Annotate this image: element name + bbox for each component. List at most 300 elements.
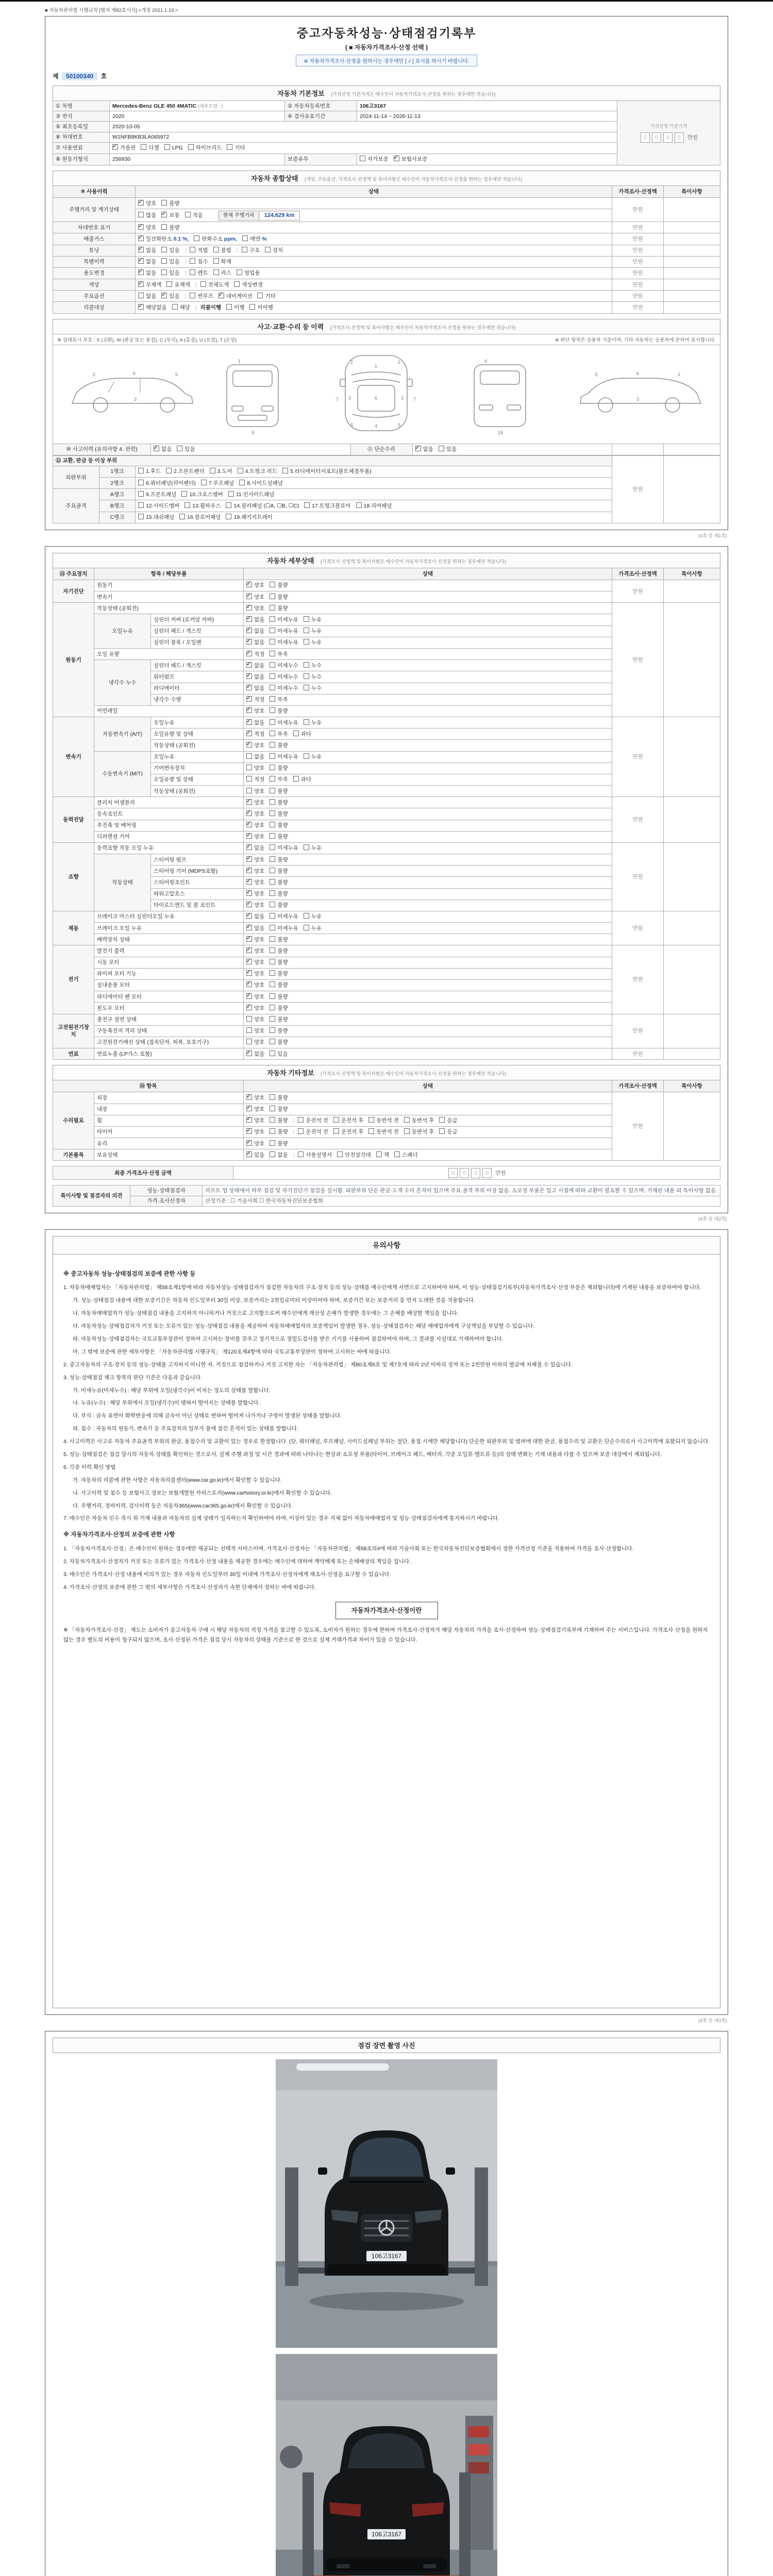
checkbox (304, 628, 309, 633)
price-digit: 0 (448, 1168, 458, 1178)
option: ✓ 양호 (138, 224, 156, 231)
option: ✓ 없음 (246, 639, 264, 646)
price-estimate-cell: 만원 (612, 256, 664, 267)
option: ✓ 가솔린 (112, 144, 136, 151)
option: ✓ 적정 (246, 696, 264, 703)
item-label: 라디에이터 (151, 683, 244, 694)
inspection-period-cell (357, 111, 617, 122)
etc-item-label: 타이어 (94, 1126, 244, 1138)
checkbox (190, 247, 195, 252)
option: 있음 (161, 269, 179, 277)
checkbox (246, 628, 252, 633)
option: 불량 (270, 1027, 288, 1035)
price-estimate-cell: 만원 (612, 1048, 664, 1060)
option: 불법 (213, 247, 231, 254)
option: 불량 (270, 742, 288, 749)
checkbox (270, 810, 275, 816)
status-cell (244, 637, 612, 648)
part-option: 15.대쉬패널 (138, 514, 174, 521)
checkbox (246, 765, 252, 770)
option: 불량 (270, 765, 288, 772)
photo-front-svg (276, 2059, 497, 2348)
price-definition-wrap (63, 1602, 710, 1620)
checkbox (246, 605, 252, 611)
checkbox (257, 293, 263, 298)
status-cell (244, 762, 612, 774)
part-option: 5.라디에이터서포트(볼트체결부품) (282, 468, 372, 475)
status-cell (244, 1025, 612, 1037)
checkbox (394, 1151, 400, 1157)
checkbox (246, 1128, 252, 1134)
price-estimate-cell: 만원 (612, 302, 664, 313)
checkbox (246, 1094, 252, 1100)
option: 운전석 후 (333, 1128, 364, 1136)
option: 운전석 후 (333, 1117, 364, 1124)
checkbox (242, 235, 248, 241)
etc-group-label: 수리필요 (53, 1092, 94, 1149)
part-option: 6.쿼터패널(리어펜더) (138, 480, 196, 487)
option: 불량 (270, 810, 288, 818)
row-label: 배출가스 (53, 233, 136, 245)
option: ✓ 보통 (161, 212, 179, 219)
option: 기타 (257, 293, 275, 300)
checkbox (242, 247, 247, 252)
option: 적법 (190, 247, 208, 254)
item-label: 워터펌프 (151, 671, 244, 683)
checkbox (234, 281, 240, 287)
doc-no-value: 50100340 (62, 72, 97, 80)
option: 안전삼각대 (337, 1151, 371, 1159)
part-option: 3.도어 (210, 468, 232, 475)
status-cell (244, 888, 612, 900)
price-estimate-cell: 만원 (612, 233, 664, 245)
section-overall-condition (53, 171, 720, 314)
checkbox (246, 707, 252, 713)
notice-paragraph: 다. 주행거리, 정비이력, 검사이력 등은 자동차365(www.car365.go.kr)에서 확인할 수 있습니다. (73, 1502, 293, 1509)
doc-no-suffix: 호 (100, 73, 107, 80)
divider: | (293, 1117, 295, 1124)
checkbox (161, 200, 167, 206)
checkbox (333, 1117, 339, 1123)
notice-paragraph: 2. 중고자동차의 구조·장치 등의 성능·상태를 고지하지 아니한 자, 거짓으로 점검하거나 거짓 고지한 자는 「자동차관리법」 제80조제6호 및 제7호에 따라 2년 이하의 징역 또는 2천만원 이하의 벌금에 처해질 수 있습니다. (63, 1361, 573, 1368)
option: 누수 (304, 685, 322, 692)
checkbox (270, 879, 275, 885)
option: ✓ 없음 (138, 258, 156, 265)
item-label: 발전기 출력 (94, 945, 244, 957)
status-cell (244, 1138, 612, 1149)
section-etc-info (53, 1065, 720, 1161)
svg-text:7: 7 (336, 396, 339, 402)
checkbox (270, 856, 275, 862)
device-group-label: 동력전달 (53, 797, 94, 843)
item-label: 스티어링조인트 (151, 877, 244, 888)
checkbox (166, 468, 172, 473)
checkbox (138, 480, 144, 485)
svg-text:4: 4 (375, 423, 378, 429)
option: 양호 (246, 1027, 264, 1035)
notice-paragraph: 2. 자동차가격조사·산정자가 거짓 또는 오류가 있는 가격조사·산정 내용을 제공한 경우에는 매수인에 대하여 계약해제 또는 손해배상의 책임을 집니다. (63, 1558, 411, 1565)
checkbox (246, 890, 252, 896)
header-notice-wrap (53, 55, 720, 66)
option: 잭 (376, 1151, 389, 1159)
notice-paragraph: 가. 미세누유(미세누수) : 해당 부위에 오일(냉각수)이 비치는 정도의 상태를 말합니다. (73, 1387, 271, 1394)
checkbox (246, 936, 252, 942)
divider: | (184, 259, 187, 265)
option: 누유 (304, 925, 322, 932)
item-label: 오일누유 (151, 717, 244, 728)
option: 부족 (270, 696, 288, 703)
price-estimate-cell: 만원 (612, 580, 664, 602)
part-option: 11.인사이드패널 (228, 491, 275, 498)
item-label: 커먼레일 (94, 705, 244, 717)
status-cell (244, 945, 612, 957)
divider: | (184, 247, 187, 254)
notice-paragraph: 마. 그 밖에 보증에 관한 세부사항은 「자동차관리법 시행규칙」 제120조제4항에 따라 국토교통부장관이 정하여 고시하는 바에 따릅니다. (73, 1348, 392, 1355)
notices-title: 유의사항 (53, 1236, 720, 1255)
status-cell (244, 808, 612, 820)
checkbox (270, 1094, 275, 1100)
year-label: ③ 연식 (53, 111, 110, 122)
etc-item-label: 내장 (94, 1104, 244, 1115)
checkbox (304, 616, 309, 622)
svg-text:2: 2 (350, 359, 354, 365)
notice-paragraph: 3. 매수인은 가격조사·산정 내용에 이의가 있는 경우 자동차 인도일부터 30일 이내에 가격조사·산정자에게 재조사·산정을 요구할 수 있습니다. (63, 1571, 391, 1578)
device-subgroup-label: 수동변속기 (M/T) (94, 751, 151, 797)
checkbox (138, 281, 144, 287)
option: 구조 (242, 247, 260, 254)
option: 불량 (270, 1140, 288, 1147)
checkbox (270, 1128, 275, 1134)
checkbox (270, 673, 275, 679)
opinion-label: 특이사항 및 점검자의 의견 (53, 1185, 130, 1206)
row-label: 색상 (53, 279, 136, 291)
option: ✓ 양호 (246, 1005, 264, 1012)
part-option: 9.프론트패널 (138, 491, 176, 498)
page-marker: (4쪽 중 제1쪽) (698, 533, 727, 538)
checkbox (161, 258, 167, 264)
car-name-value: Mercedes-Benz GLE 450 4MATIC (112, 103, 197, 109)
status-cell (136, 245, 612, 256)
status-cell (244, 957, 612, 968)
option: 응급 (439, 1117, 457, 1124)
checkbox (270, 913, 275, 919)
price-estimate-cell: 만원 (612, 198, 664, 222)
svg-text:5: 5 (595, 371, 598, 377)
remark-cell (664, 1048, 720, 1060)
svg-text:9: 9 (251, 430, 255, 435)
state-code-legend: ※ 상태표시 부호 : X (교환), W (판금 또는 용접), C (부식), A (흠집), U (요철), T (손상) (57, 337, 237, 343)
checkbox (304, 844, 309, 850)
overall-condition-note: (색상, 주요옵션, 가격조사·산정액 및 특이사항은 매수인이 자동차가격조사·산정을 원하는 경우에만 적습니다) (304, 177, 523, 182)
option: 사용설명서 (298, 1151, 332, 1159)
option: 유채색 (166, 281, 190, 289)
status-cell (244, 1003, 612, 1014)
checkbox (246, 582, 252, 587)
item-label: 원동기 (94, 580, 244, 591)
checkbox (161, 293, 167, 298)
option: ✓ 양호 (246, 890, 264, 897)
option: ✓ 일산화탄소 0.1 %, (138, 235, 189, 243)
notice-paragraph: 가. 자동차의 리콜에 관한 사항은 자동차리콜센터(www.car.go.kr)에서 확인할 수 있습니다. (73, 1477, 282, 1483)
inspection-photo-rear (276, 2354, 497, 2576)
option-value: % (260, 235, 267, 242)
price-header: 가격조사·산정액 (612, 568, 664, 580)
parts-cell (136, 478, 612, 489)
option: 장치 (265, 247, 283, 254)
status-cell (244, 1037, 612, 1048)
option: ✓ 양호 (246, 594, 264, 601)
remark-cell (664, 444, 720, 455)
item-label: 브레이크 오일 누유 (94, 923, 244, 934)
status-header: 상태 (244, 568, 612, 580)
option: ✓ 없음 (246, 673, 264, 681)
part-option: 2.프론트펜더 (166, 468, 204, 475)
warranty-label: 보증유무 (285, 154, 357, 165)
option: 양호 (246, 788, 264, 795)
option: 양호 (246, 1016, 264, 1023)
option: LPG (164, 144, 183, 151)
option: ✓ 양호 (246, 868, 264, 875)
item-label: 연료누출 (LP가스 포함) (94, 1048, 244, 1060)
part-option: 13.휠하우스 (184, 502, 221, 510)
year-cell (110, 111, 285, 122)
device-subgroup-label: 냉각수 누수 (94, 660, 151, 706)
status-cell (244, 797, 612, 808)
checkbox (246, 822, 252, 827)
status-cell (136, 233, 612, 245)
remark-cell (664, 302, 720, 313)
row-label: 차대번호 표기 (53, 222, 136, 233)
etc-group-label: 기본품목 (53, 1149, 94, 1161)
divider: | (195, 304, 197, 311)
base-price-digits (620, 132, 717, 143)
option: 화재 (213, 258, 231, 265)
option: ✓ 양호 (246, 981, 264, 989)
checkbox (138, 304, 144, 310)
checkbox (270, 685, 275, 690)
checkbox (112, 144, 118, 150)
status-cell (136, 279, 612, 291)
status-cell (244, 923, 612, 934)
svg-text:6: 6 (375, 395, 378, 401)
part-option: 12.사이드멤버 (138, 502, 179, 510)
option: 불량 (270, 902, 288, 909)
section-final-price (53, 1166, 720, 1180)
price-estimate-cell: 만원 (612, 455, 664, 523)
option: ✓ 해당없음 (138, 304, 167, 311)
etc-info-header (53, 1065, 720, 1080)
checkbox (270, 662, 275, 668)
checkbox (246, 833, 252, 839)
checkbox (194, 235, 199, 241)
device-row (53, 1014, 720, 1025)
overall-condition-title: 자동차 종합상태 (250, 175, 298, 183)
option: 미세누수 (270, 673, 298, 681)
accident-history-options (151, 444, 351, 455)
parts-cell (136, 512, 612, 523)
checkbox (246, 970, 252, 976)
item-label: 스티어링 기어 (MDPS포함) (151, 866, 244, 877)
checkbox (138, 468, 144, 473)
option: 누수 (304, 662, 322, 669)
svg-text:6: 6 (636, 370, 640, 376)
remark-cell (664, 717, 720, 797)
car-diagram-svg (57, 349, 716, 437)
page-marker: (4쪽 중 제3쪽) (698, 2018, 727, 2023)
checkbox (304, 502, 310, 508)
checkbox (213, 247, 219, 252)
status-cell (244, 979, 612, 991)
reg-no-value: 106고3167 (360, 103, 386, 109)
inspector-comment: 리프트 업 상태에서 하부 점검 및 자기진단기 점검을 실시함. 외판부위 단순 판금·도색 수리 흔적이 있으며 주요 골격 부위 이상 없음. 소모성 부품은 입고 시점에 따라 교환이 필요할 수 있으며, 기재된 내용 외 특이사항 없음. (203, 1185, 720, 1196)
fuel-options-cell (110, 142, 617, 154)
option: 썬루프 (190, 293, 213, 300)
etc-row (53, 1092, 720, 1104)
checkbox (246, 788, 252, 793)
device-header: ⑬ 주요장치 (53, 568, 94, 580)
section-detailed-condition (53, 553, 720, 1060)
item-label: 구동축전지 격리 상태 (94, 1025, 244, 1037)
checkbox (270, 890, 275, 896)
option: 누유 (304, 913, 322, 920)
checkbox (138, 502, 144, 508)
table-row (53, 1166, 720, 1180)
option: 자가보증 (360, 156, 389, 163)
item-label: 오일 유량 (94, 649, 244, 660)
option: 있음 (270, 1050, 288, 1058)
current-mileage-label: 현재 주행거리 (219, 212, 259, 220)
checkbox (246, 753, 252, 759)
etc-item-label: 휠 (94, 1115, 244, 1126)
option: 불량 (270, 970, 288, 977)
remark-cell (664, 222, 720, 233)
option: ✓ 없음 (246, 616, 264, 623)
page-subtitle: ( ■ 자동차가격조사·산정 선택 ) (345, 44, 428, 51)
option: 누유 (304, 639, 322, 646)
price-estimate-cell (612, 444, 664, 455)
option: 동반석 후 (404, 1128, 434, 1136)
price-estimate-cell: 만원 (612, 222, 664, 233)
option: 리스 (213, 269, 231, 277)
checkbox (246, 856, 252, 862)
checkbox (246, 1117, 252, 1123)
final-price-table (53, 1166, 720, 1180)
page3-box (45, 1229, 728, 2015)
svg-text:18: 18 (498, 430, 503, 435)
inspector-role-label: 성능·상태점검자 (130, 1185, 203, 1196)
option: 불량 (270, 890, 288, 897)
checkbox (213, 269, 219, 275)
option: 없음 (270, 1151, 288, 1159)
parts-header-row (53, 455, 720, 466)
checkbox (164, 144, 170, 150)
option: 누유 (304, 719, 322, 726)
status-cell (136, 222, 612, 233)
checkbox (270, 639, 275, 645)
checkbox (304, 662, 309, 668)
checkbox (188, 144, 194, 150)
option: 불량 (270, 1094, 288, 1101)
checkbox (246, 1005, 252, 1010)
status-cell (244, 649, 612, 660)
device-group-label: 전기 (53, 945, 94, 1014)
usage-history-row (53, 198, 720, 209)
checkbox (270, 868, 275, 873)
status-cell (244, 786, 612, 797)
row-label: 리콜대상 (53, 302, 136, 313)
option: ✓ 없음 (246, 913, 264, 920)
checkbox (270, 753, 275, 759)
form-reference: ■ 자동차관리법 시행규칙 [별지 제82호서식] <개정 2021.1.19.> (45, 8, 178, 13)
option: ✓ 없음 (138, 247, 156, 254)
checkbox (246, 810, 252, 816)
svg-text:2: 2 (678, 371, 681, 377)
option: 디젤 (141, 144, 159, 151)
option: ✓ 양호 (246, 879, 264, 886)
overall-condition-table (53, 185, 720, 314)
option: 불량 (270, 1128, 288, 1136)
svg-text:3: 3 (636, 396, 640, 402)
checkbox (154, 446, 159, 451)
item-label: 충전구 절연 상태 (94, 1014, 244, 1025)
warranty-options-cell (357, 154, 617, 165)
item-label: 실린더 블록 / 오일팬 (151, 637, 244, 648)
remark-cell (664, 198, 720, 222)
usage-history-row (53, 302, 720, 313)
option: ✓ 양호 (246, 1106, 264, 1113)
status-cell (244, 911, 612, 922)
option: ✓ 없음 (415, 446, 433, 453)
notice-paragraph: 나. 자동차매매업자가 성능·상태점검 내용을 고지하지 아니하거나 거짓으로 고지함으로써 매수인에게 재산상 손해가 발생한 경우에는 그 손해를 배상할 책임을 집니다. (73, 1310, 459, 1317)
option: 불량 (270, 1005, 288, 1012)
item-label: 실린더 헤드 / 개스킷 (151, 660, 244, 671)
checkbox (246, 673, 252, 679)
checkbox (270, 696, 275, 702)
option: 불량 (270, 879, 288, 886)
device-row (53, 797, 720, 808)
remark-cell (664, 291, 720, 302)
section-basic-info (53, 86, 720, 165)
reg-no-label: ② 자동차등록번호 (285, 101, 357, 111)
item-label: 작동상태 (공회전) (151, 786, 244, 797)
notice-paragraph: ※ 「자동차가격조사·산정」 제도는 소비자가 중고자동차 구매 시 해당 자동차의 적정 가격을 참고할 수 있도록, 소비자가 원하는 경우에 한하여 가격조사·산정자가 해당 자동차의 가격을 조사·산정하여 성능·상태점검기록부에 기재하여 주는 서비스입니다. 가격조사·산정을 원하지 않는 경우 별도의 비용이 청구되지 않으며, 조사·산정된 가격은 점검 당시 자동차의 상태를 기준으로 한 것으로 실제 거래가격과 차이가 있을 수 있습니다. (63, 1627, 708, 1643)
checkbox (138, 491, 144, 497)
price-unit: 만원 (687, 134, 698, 141)
checkbox (226, 502, 231, 508)
device-group-label: 원동기 (53, 603, 94, 717)
item-label: 동력조향 작동 오일 누유 (94, 842, 244, 854)
price-header: 가격조사·산정액 (612, 1080, 664, 1092)
price-estimate-cell: 만원 (612, 1014, 664, 1048)
checkbox (246, 993, 252, 999)
checkbox (270, 1016, 275, 1022)
checkbox (246, 868, 252, 873)
status-header: 상태 (244, 1080, 612, 1092)
engine-type-label: ⑧ 원동기형식 (53, 154, 110, 165)
option: 불량 (270, 1016, 288, 1023)
checkbox (246, 1016, 252, 1022)
price-option-notice: ※ 자동차가격조사·산정을 원하시는 경우에만 [ √ ] 표시를 하시기 바랍니다. (296, 55, 477, 66)
checkbox (184, 502, 190, 508)
part-option: 18.리어패널 (356, 502, 392, 510)
option: ✓ 없음 (246, 628, 264, 635)
checkbox (246, 1039, 252, 1044)
status-cell (244, 842, 612, 854)
option: 미세누유 (270, 639, 298, 646)
notice-paragraph: 가. 성능·상태점검 내용에 대한 보증기간은 자동차 인도일부터 30일 이상, 보증거리는 2천킬로미터 이상이어야 하며, 보증기간 또는 보증거리 중 먼저 도래한 것을 적용합니다. (73, 1297, 475, 1304)
checkbox (246, 719, 252, 725)
checkbox (161, 247, 167, 252)
